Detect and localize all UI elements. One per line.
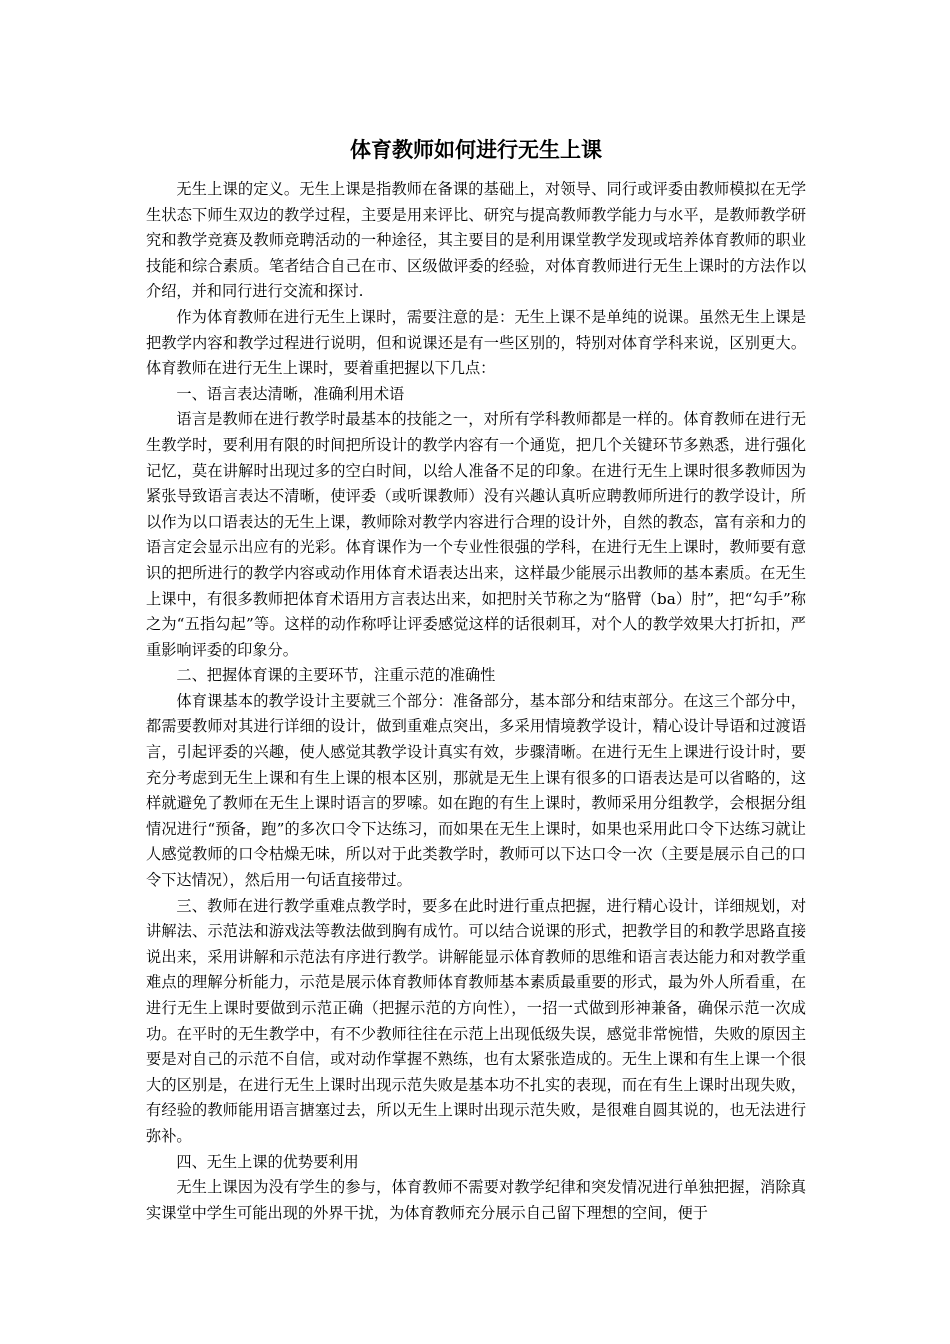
paragraph-section-1: 语言是教师在进行教学时最基本的技能之一，对所有学科教师都是一样的。体育教师在进行无生教学时，要利用有限的时间把所设计的教学内容有一个通览，把几个关键环节多熟悉，进行强化记忆，莫在讲解时出现过多的空白时间，以给人准备不足的印象。在进行无生上课时很多教师因为紧张导致语言表达不清晰，使评委（或听课教师）没有兴趣认真听应聘教师所进行的教学设计，所以作为以口语表达的无生上课，教师除对教学内容进行合理的设计外，自然的教态，富有亲和力的语言定会显示出应有的光彩。体育课作为一个专业性很强的学科，在进行无生上课时，教师要有意识的把所进行的教学内容或动作用体育术语表达出来，这样最少能展示出教师的基本素质。在无生上课中，有很多教师把体育术语用方言表达出来，如把肘关节称之为“胳臂（ba）肘”，把“勾手”称之为“五指勾起”等。这样的动作称呼让评委感觉这样的话很刺耳，对个人的教学效果大打折扣，严重影响评委的印象分。 <box>146 410 806 659</box>
paragraph-section-3: 三、教师在进行教学重难点教学时，要多在此时进行重点把握，进行精心设计，详细规划，对讲解法、示范法和游戏法等教法做到胸有成竹。可以结合说课的形式，把教学目的和教学思路直接说出来，采用讲解和示范法有序进行教学。讲解能显示体育教师的思维和语言表达能力和对教学重难点的理解分析能力，示范是展示体育教师体育教师基本素质最重要的形式，最为外人所看重，在进行无生上课时要做到示范正确（把握示范的方向性），一招一式做到形神兼备，确保示范一次成功。在平时的无生教学中，有不少教师往往在示范上出现低级失误，感觉非常惋惜，失败的原因主要是对自己的示范不自信，或对动作掌握不熟练，也有太紧张造成的。无生上课和有生上课一个很大的区别是，在进行无生上课时出现示范失败是基本功不扎实的表现，而在有生上课时出现失败，有经验的教师能用语言搪塞过去，所以无生上课时出现示范失败，是很难自圆其说的，也无法进行弥补。 <box>146 896 806 1145</box>
section-heading-4: 四、无生上课的优势要利用 <box>176 1152 359 1171</box>
paragraph-section-2: 体育课基本的教学设计主要就三个部分：准备部分，基本部分和结束部分。在这三个部分中，都需要教师对其进行详细的设计，做到重难点突出，多采用情境教学设计，精心设计导语和过渡语言，引起评委的兴趣，使人感觉其教学设计真实有效，步骤清晰。在进行无生上课进行设计时，要充分考虑到无生上课和有生上课的根本区别，那就是无生上课有很多的口语表达是可以省略的，这样就避免了教师在无生上课时语言的罗嗦。如在跑的有生上课时，教师采用分组教学，会根据分组情况进行“预备，跑”的多次口令下达练习，而如果在无生上课时，如果也采用此口令下达练习就让人感觉教师的口令枯燥无味，所以对于此类教学时，教师可以下达口令一次（主要是展示自己的口令下达情况），然后用一句话直接带过。 <box>146 691 806 890</box>
section-heading-2: 二、把握体育课的主要环节，注重示范的准确性 <box>176 666 496 685</box>
document-page <box>146 133 806 1226</box>
paragraph-section-4: 无生上课因为没有学生的参与，体育教师不需要对教学纪律和突发情况进行单独把握，消除真实课堂中学生可能出现的外界干扰，为体育教师充分展示自己留下理想的空间，便于 <box>146 1178 806 1222</box>
document-title: 体育教师如何进行无生上课 <box>350 138 602 162</box>
section-heading-1: 一、语言表达清晰，准确利用术语 <box>176 384 405 403</box>
paragraph-notes: 作为体育教师在进行无生上课时，需要注意的是：无生上课不是单纯的说课。虽然无生上课是把教学内容和教学过程进行说明，但和说课还是有一些区别的，特别对体育学科来说，区别更大。体育教师在进行无生上课时，要着重把握以下几点： <box>146 307 806 378</box>
paragraph-definition: 无生上课的定义。无生上课是指教师在备课的基础上，对领导、同行或评委由教师模拟在无学生状态下师生双边的教学过程，主要是用来评比、研究与提高教师教学能力与水平，是教师教学研究和教学竞赛及教师竞聘活动的一种途径，其主要目的是利用课堂教学发现或培养体育教师的职业技能和综合素质。笔者结合自己在市、区级做评委的经验，对体育教师进行无生上课时的方法作以介绍，并和同行进行交流和探讨. <box>146 180 806 301</box>
